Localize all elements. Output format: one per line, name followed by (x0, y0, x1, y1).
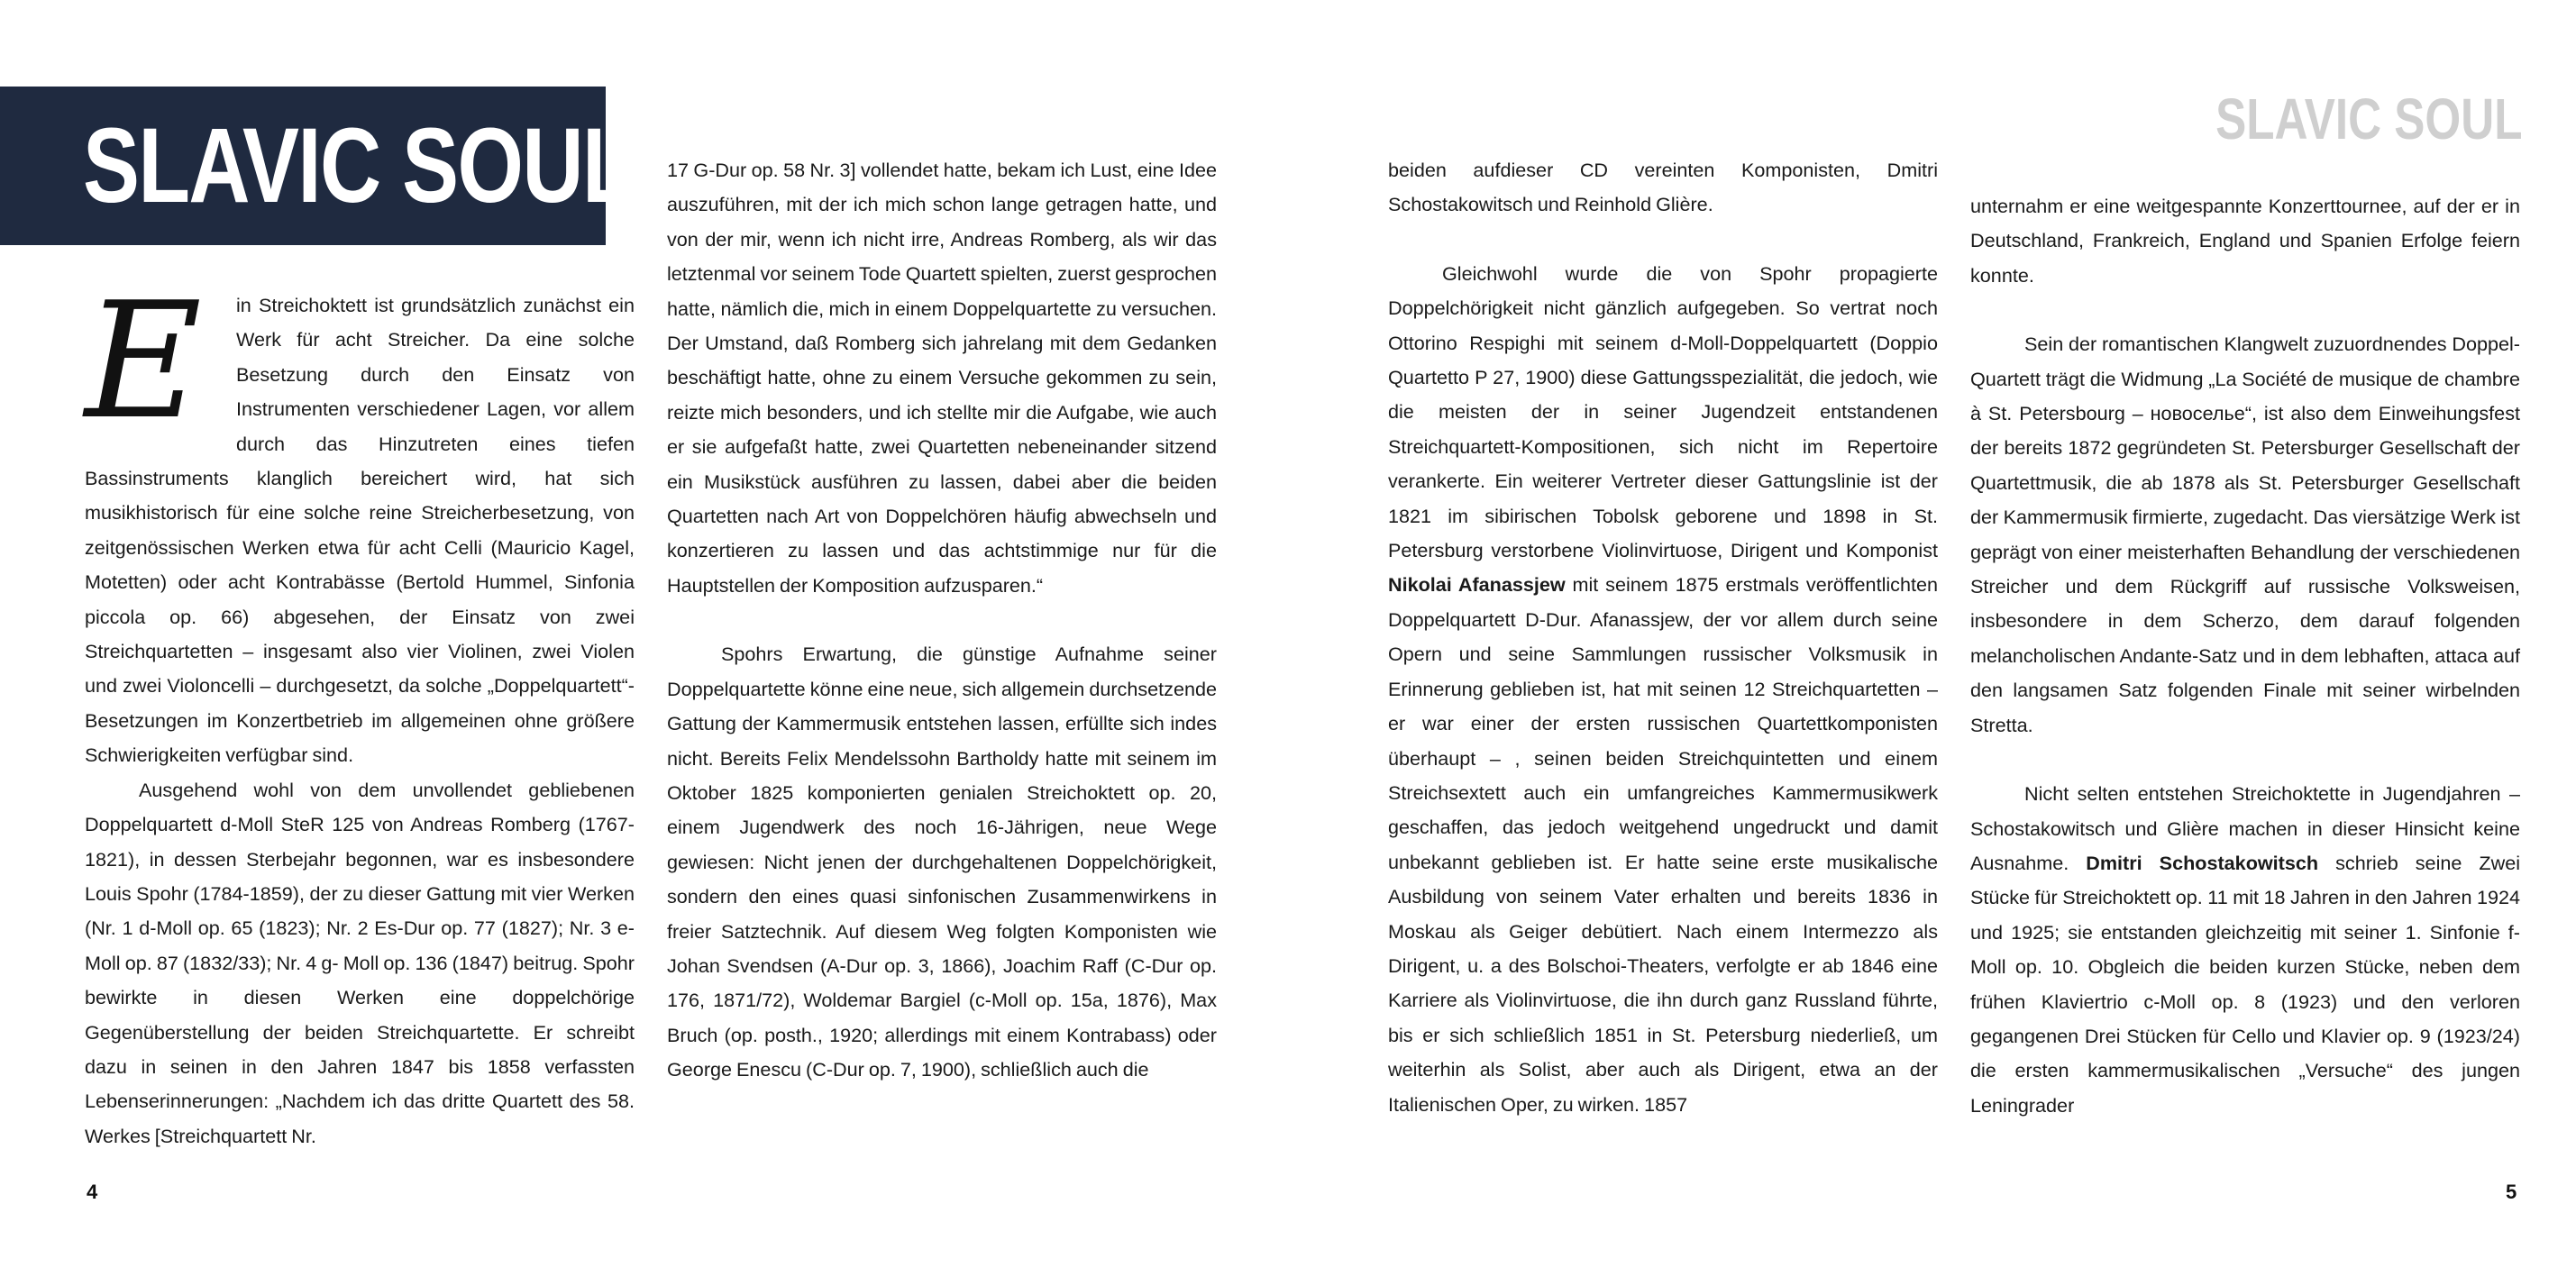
page-number-right: 5 (2506, 1181, 2517, 1203)
paragraph (85, 268, 635, 773)
text-column-2 (667, 153, 1217, 1088)
page-number-left: 4 (87, 1181, 98, 1203)
paragraph: Spohrs Erwartung, die günstige Aufnahme seiner Doppelquartette könne eine neue, sich allgemein durchsetzende Gattung der Kammermusik entstehen lassen, erfüllte sich indes nicht. Bereits Felix Mendelssohn Bartholdy hatte mit seinem im Oktober 1825 komponierten genialen Streichoktett op. 20, einem Jugendwerk des noch 16-Jährigen, neue Wege gewiesen: Nicht jenen der durchgehaltenen Doppelchörigkeit, sondern den eines quasi sinfonischen Zusammenwirkens in freier Satztechnik. Auf diesem Weg folgten Komponisten wie Johan Svendsen (A-Dur op. 3, 1866), Joachim Raff (C-Dur op. 176, 1871/72), Woldemar Bargiel (c-Moll op. 15a, 1876), Max Bruch (op. posth., 1920; allerdings mit einem Kontrabass) oder George Enescu (C-Dur op. 7, 1900), schließlich auch die (667, 643, 1217, 1081)
composer-name: Nikolai Afanassjew (1388, 573, 1566, 597)
paragraph (1970, 777, 2520, 1123)
paragraph-text: mit seinem 1875 erstmals veröffentlichten Doppelquartett D-Dur. Afanassjew, der vor allem durch seine Opern und seine Sammlungen russischer Volksmusik in Erinnerung geblieben ist, hat mit seinen 12 Streichquartetten – er war einer der ersten russischen Quartettkomponisten überhaupt – , seinen beiden Streichquintetten und einem Streichsextett auch ein umfangreiches Kammermusikwerk geschaffen, das jedoch weitgehend ungedruckt und damit unbekannt geblieben ist. Er hatte seine erste musikalische Ausbildung von seinem Vater erhalten und bereits 1836 in Moskau als Geiger debütiert. Nach einem Intermezzo als Dirigent, u. a des Bolschoi-Theaters, verfolgte er ab 1846 eine Karriere als Violinvirtuose, die ihn durch ganz Russland führte, bis er sich schließlich 1851 in St. Petersburg niederließ, um weiterhin als Solist, aber auch als Dirigent, etwa an der Italienischen Oper, zu wirken. 1857 (1388, 573, 1938, 1116)
running-head: SLAVIC SOUL (2215, 87, 2522, 151)
composer-name: Dmitri Schostakowitsch (2086, 851, 2319, 874)
drop-cap: E (85, 268, 202, 454)
paragraph: Ausgehend wohl von dem unvollendet gebliebenen Doppelquartett d-Moll SteR 125 von Andreas Romberg (1767-1821), in dessen Sterbejahr begonnen, war es insbesondere Louis Spohr (1784-1859), der zu dieser Gattung mit vier Werken (Nr. 1 d-Moll op. 65 (1823); Nr. 2 Es-Dur op. 77 (1827); Nr. 3 e-Moll op. 87 (1832/33); Nr. 4 g- Moll op. 136 (1847) beitrug. Spohr bewirkte in diesen Werken eine doppelchörige Gegenüberstellung der beiden Streichquartette. Er schreibt dazu in seinen in den Jahren 1847 bis 1858 verfassten Lebenserinnerungen: „Nachdem ich das dritte Quartett des 58. Werkes [Streichquartett Nr. (85, 778, 635, 1147)
paragraph (1388, 257, 1938, 1122)
paragraph: unternahm er eine weitgespannte Konzerttournee, auf der er in Deutschland, Frankreich, England und Spanien Erfolge feiern konnte. (1970, 195, 2520, 287)
paragraph-text: Gleichwohl wurde die von Spohr propagierte Doppelchörigkeit nicht gänzlich aufgegeben. So vertrat noch Ottorino Respighi mit seinem d-Moll-Doppelquartett (Doppio Quartetto P 27, 1900) diese Gattungsspezialität, die jedoch, wie die meisten der in seiner Jugendzeit entstandenen Streichquartett-Kompositionen, sich nicht im Repertoire verankerte. Ein weiterer Vertreter dieser Gattungslinie ist der 1821 im sibirischen Tobolsk geborene und 1898 in St. Petersburg verstorbene Violinvirtuose, Dirigent und Komponist (1388, 261, 1938, 562)
text-column-1 (85, 268, 635, 1154)
paragraph: beiden aufdieser CD vereinten Komponisten, Dmitri Schostakowitsch und Reinhold Glière. (1388, 159, 1938, 216)
title-banner (0, 87, 634, 245)
text-column-3 (1388, 153, 1938, 1122)
paragraph-text: schrieb seine Zwei Stücke für Streichoktett op. 11 mit 18 Jahren in den Jahren 1924 und 1925; sie entstanden gleichzeitig mit seiner 1. Sinfonie f-Moll op. 10. Obgleich die beiden kurzen Stücke, neben dem frühen Klaviertrio c-Moll op. 8 (1923) und den verloren gegangenen Drei Stücken für Cello und Klavier op. 9 (1923/24) die ersten kammermusikalischen „Versuche“ des jungen Leningrader (1970, 851, 2521, 1117)
paragraph: Sein der romantischen Klangwelt zuzuordnendes Doppel-Quartett trägt die Widmung „La Société de musique de chambre à St. Petersbourg – новоселье“, ist also dem Einweihungsfest der bereits 1872 gegründeten St. Petersburger Gesellschaft der Quartettmusik, die ab 1878 als St. Petersburger Gesellschaft der Kammermusik firmierte, zugedacht. Das viersätzige Werk ist geprägt von einer meisterhaften Behandlung der verschiedenen Streicher und dem Rückgriff auf russische Volksweisen, insbesondere in dem Scherzo, dem darauf folgenden melancholischen Andante-Satz und in dem lebhaften, attaca auf den langsamen Satz folgenden Finale mit seiner wirbelnden Stretta. (1970, 333, 2520, 736)
paragraph: 17 G-Dur op. 58 Nr. 3] vollendet hatte, bekam ich Lust, eine Idee auszuführen, mit der ich mich schon lange getragen hatte, und von der mir, wenn ich nicht irre, Andreas Romberg, als wir das letztenmal vor seinem Tode Quartett spielten, zuerst gesprochen hatte, nämlich die, mich in einem Doppelquartette zu versuchen. Der Umstand, daß Romberg sich jahrelang mit dem Gedanken beschäftigt hatte, ohne zu einem Versuche gekommen zu sein, reizte mich besonders, und ich stellte mir die Aufgabe, wie auch er sie aufgefaßt hatte, zwei Quartetten nebeneinander sitzend ein Musikstück ausführen zu lassen, dabei aber die beiden Quartetten nach Art von Doppelchören häufig abwechseln und konzertieren zu lassen und das achtstimmige nur für die Hauptstellen der Komposition aufzusparen.“ (667, 159, 1217, 597)
text-column-4 (1970, 189, 2520, 1123)
page-title: SLAVIC SOUL (83, 106, 634, 225)
paragraph-text: Nicht selten entstehen Streichoktette in Jugendjahren – Schostakowitsch und Glière machen in dieser Hinsicht keine Ausnahme. (1970, 782, 2520, 874)
paragraph-text: in Streichoktett ist grundsätzlich zunächst ein Werk für acht Streicher. Da eine solche Besetzung durch den Einsatz von Instrumenten verschiedener Lagen, vor allem durch das Hinzutreten eines tiefen Bassinstruments klanglich bereichert wird, hat sich musikhistorisch für eine solche reine Streicherbesetzung, von zeitgenössischen Werken etwa für acht Celli (Mauricio Kagel, Motetten) oder acht Kontrabässe (Bertold Hummel, Sinfonia piccola op. 66) abgesehen, der Einsatz von zwei Streichquartetten – insgesamt also vier Violinen, zwei Violen und zwei Violoncelli – durchgesetzt, da solche „Doppelquartett“-Besetzungen im Konzertbetrieb im allgemeinen ohne größere Schwierigkeiten verfügbar sind. (85, 294, 635, 767)
